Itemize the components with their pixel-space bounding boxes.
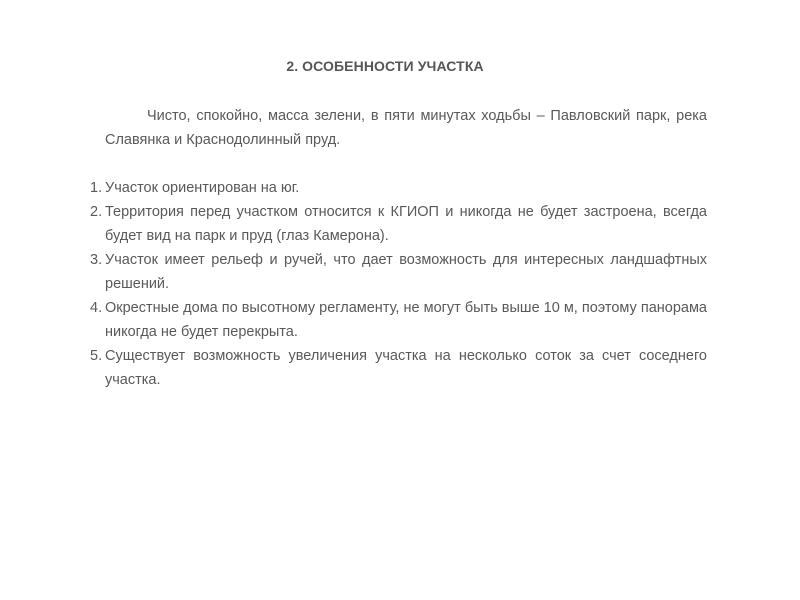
list-item (90, 248, 707, 296)
slide-title: 2. ОСОБЕННОСТИ УЧАСТКА (286, 58, 484, 74)
list-item-number: 5. (90, 348, 103, 364)
intro-paragraph: Чисто, спокойно, масса зелени, в пяти минутах ходьбы – Павловский парк, река Славянка и Краснодолинный пруд. (105, 108, 707, 148)
list-item (90, 176, 707, 200)
features-list (90, 176, 707, 392)
list-item-number: 3. (90, 252, 103, 268)
list-item-text: Территория перед участком относится к КГИОП и никогда не будет застроена, всегда будет вид на парк и пруд (глаз Камерона). (105, 204, 707, 244)
list-item-text: Существует возможность увеличения участка на несколько соток за счет соседнего участка. (105, 348, 707, 388)
list-item-number: 4. (90, 300, 103, 316)
slide-content (90, 104, 707, 392)
list-item (90, 296, 707, 344)
list-item-number: 1. (90, 180, 103, 196)
list-item-text: Окрестные дома по высотному регламенту, не могут быть выше 10 м, поэтому панорама никогда не будет перекрыта. (105, 300, 707, 340)
list-item-number: 2. (90, 204, 103, 220)
list-item-text: Участок ориентирован на юг. (105, 180, 300, 196)
list-item (90, 344, 707, 392)
list-item-text: Участок имеет рельеф и ручей, что дает возможность для интересных ландшафтных решений. (105, 252, 707, 292)
list-item (90, 200, 707, 248)
